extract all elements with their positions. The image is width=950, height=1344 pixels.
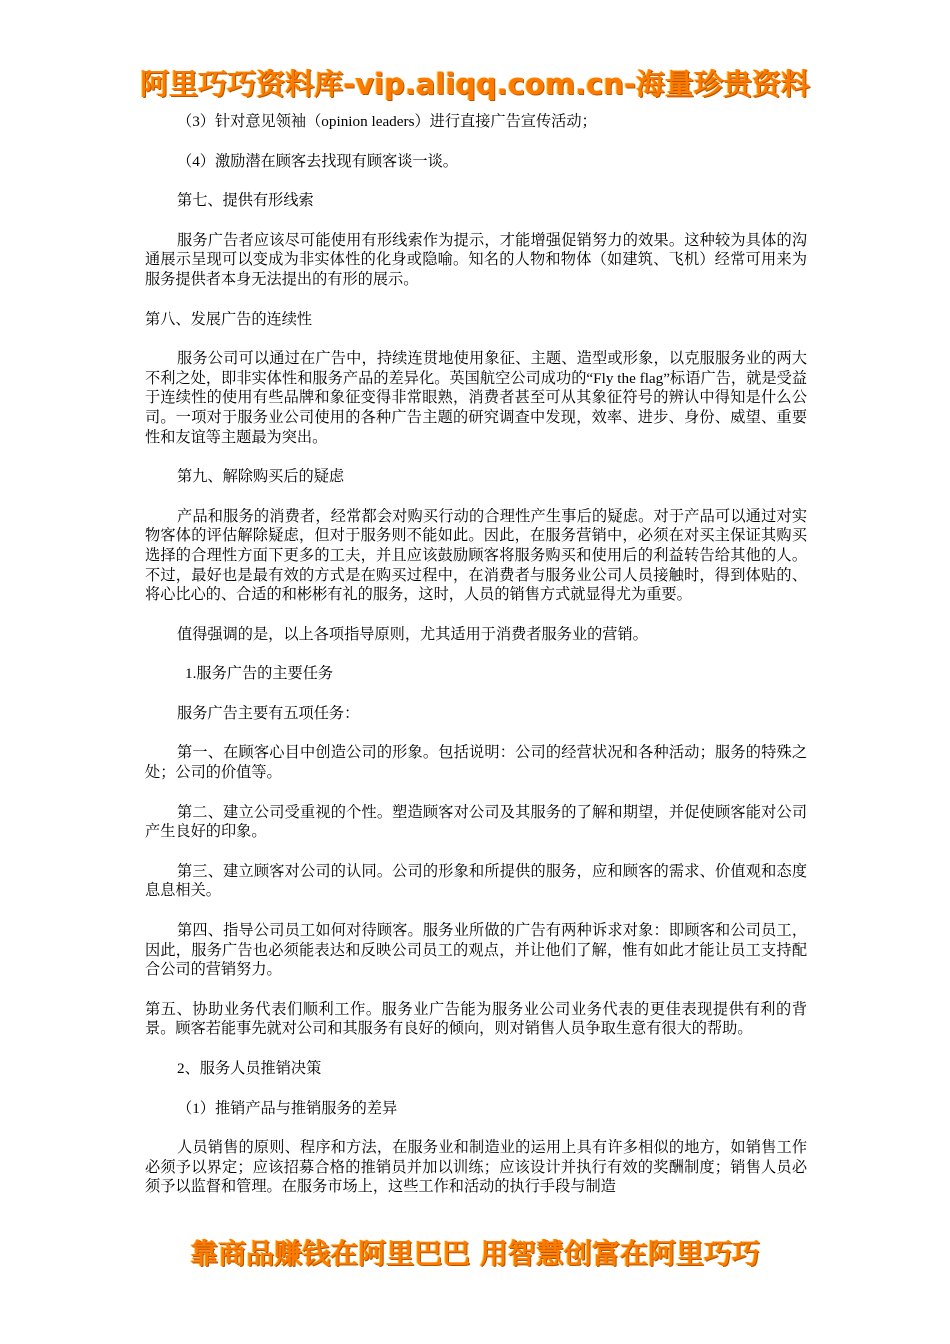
paragraph: 第五、协助业务代表们顺利工作。服务业广告能为服务业公司业务代表的更佳表现提供有利的背景。顾客若能事先就对公司和其服务有良好的倾向，则对销售人员争取生意有很大的帮助。 bbox=[145, 1000, 807, 1038]
paragraph: （4）激励潜在顾客去找现有顾客谈一谈。 bbox=[177, 152, 458, 170]
footer-banner: 靠商品赚钱在阿里巴巴 用智慧创富在阿里巧巧 bbox=[190, 1237, 760, 1270]
section-heading: 第九、解除购买后的疑虑 bbox=[177, 468, 345, 486]
paragraph: 人员销售的原则、程序和方法，在服务业和制造业的运用上具有许多相似的地方，如销售工作必须予以界定；应该招募合格的推销员并加以训练；应该设计并执行有效的奖酬制度；销售人员必须予以监督和管理。在服务市场上，这些工作和活动的执行手段与制造 bbox=[145, 1139, 807, 1196]
section-heading: 第七、提供有形线索 bbox=[177, 192, 314, 210]
section-heading: 1.服务广告的主要任务 bbox=[185, 665, 334, 683]
paragraph: （3）针对意见领袖（opinion leaders）进行直接广告宣传活动； bbox=[177, 113, 597, 130]
paragraph: 第一、在顾客心目中创造公司的形象。包括说明：公司的经营状况和各种活动；服务的特殊之处；公司的价值等。 bbox=[145, 744, 807, 782]
section-heading: 第八、发展广告的连续性 bbox=[145, 310, 313, 328]
paragraph: 值得强调的是，以上各项指导原则，尤其适用于消费者服务业的营销。 bbox=[177, 625, 648, 643]
paragraph: 服务广告主要有五项任务： bbox=[177, 704, 360, 722]
document-body bbox=[145, 112, 807, 1217]
paragraph: 服务公司可以通过在广告中，持续连贯地使用象征、主题、造型或形象，以克服服务业的两大不利之处，即非实体性和服务产品的差异化。英国航空公司成功的“Fly the flag”标语广告，就是受益于连续性的使用有些品牌和象征变得非常眼熟，消费者甚至可从其象征符号的辨认中得知是什么公司。一项对于服务业公司使用的各种广告主题的研究调查中发现，效率、进步、身份、威望、重要性和友谊等主题最为突出。 bbox=[145, 350, 807, 446]
paragraph: 第三、建立顾客对公司的认同。公司的形象和所提供的服务，应和顾客的需求、价值观和态度息息相关。 bbox=[145, 862, 807, 900]
paragraph: 第四、指导公司员工如何对待顾客。服务业所做的广告有两种诉求对象：即顾客和公司员工，因此，服务广告也必须能表达和反映公司员工的观点，并让他们了解，惟有如此才能让员工支持配合公司的营销努力。 bbox=[145, 922, 807, 979]
header-banner: 阿里巧巧资料库-vip.aliqq.com.cn-海量珍贵资料 bbox=[140, 67, 810, 101]
section-heading: （1）推销产品与推销服务的差异 bbox=[177, 1099, 398, 1117]
paragraph: 产品和服务的消费者，经常都会对购买行动的合理性产生事后的疑虑。对于产品可以通过对实物客体的评估解除疑虑，但对于服务则不能如此。因此，在服务营销中，必须在对买主保证其购买选择的合理性方面下更多的工夫，并且应该鼓励顾客将服务购买和使用后的利益转告给其他的人。不过，最好也是最有效的方式是在购买过程中，在消费者与服务业公司人员接触时，得到体贴的、将心比心的、合适的和彬彬有礼的服务，这时，人员的销售方式就显得尤为重要。 bbox=[145, 507, 807, 604]
paragraph: 第二、建立公司受重视的个性。塑造顾客对公司及其服务的了解和期望，并促使顾客能对公司产生良好的印象。 bbox=[145, 803, 807, 841]
paragraph: 服务广告者应该尽可能使用有形线索作为提示，才能增强促销努力的效果。这种较为具体的沟通展示呈现可以变成为非实体性的化身或隐喻。知名的人物和物体（如建筑、飞机）经常可用来为服务提供者本身无法提出的有形的展示。 bbox=[145, 231, 807, 288]
section-heading: 2、服务人员推销决策 bbox=[177, 1060, 322, 1077]
